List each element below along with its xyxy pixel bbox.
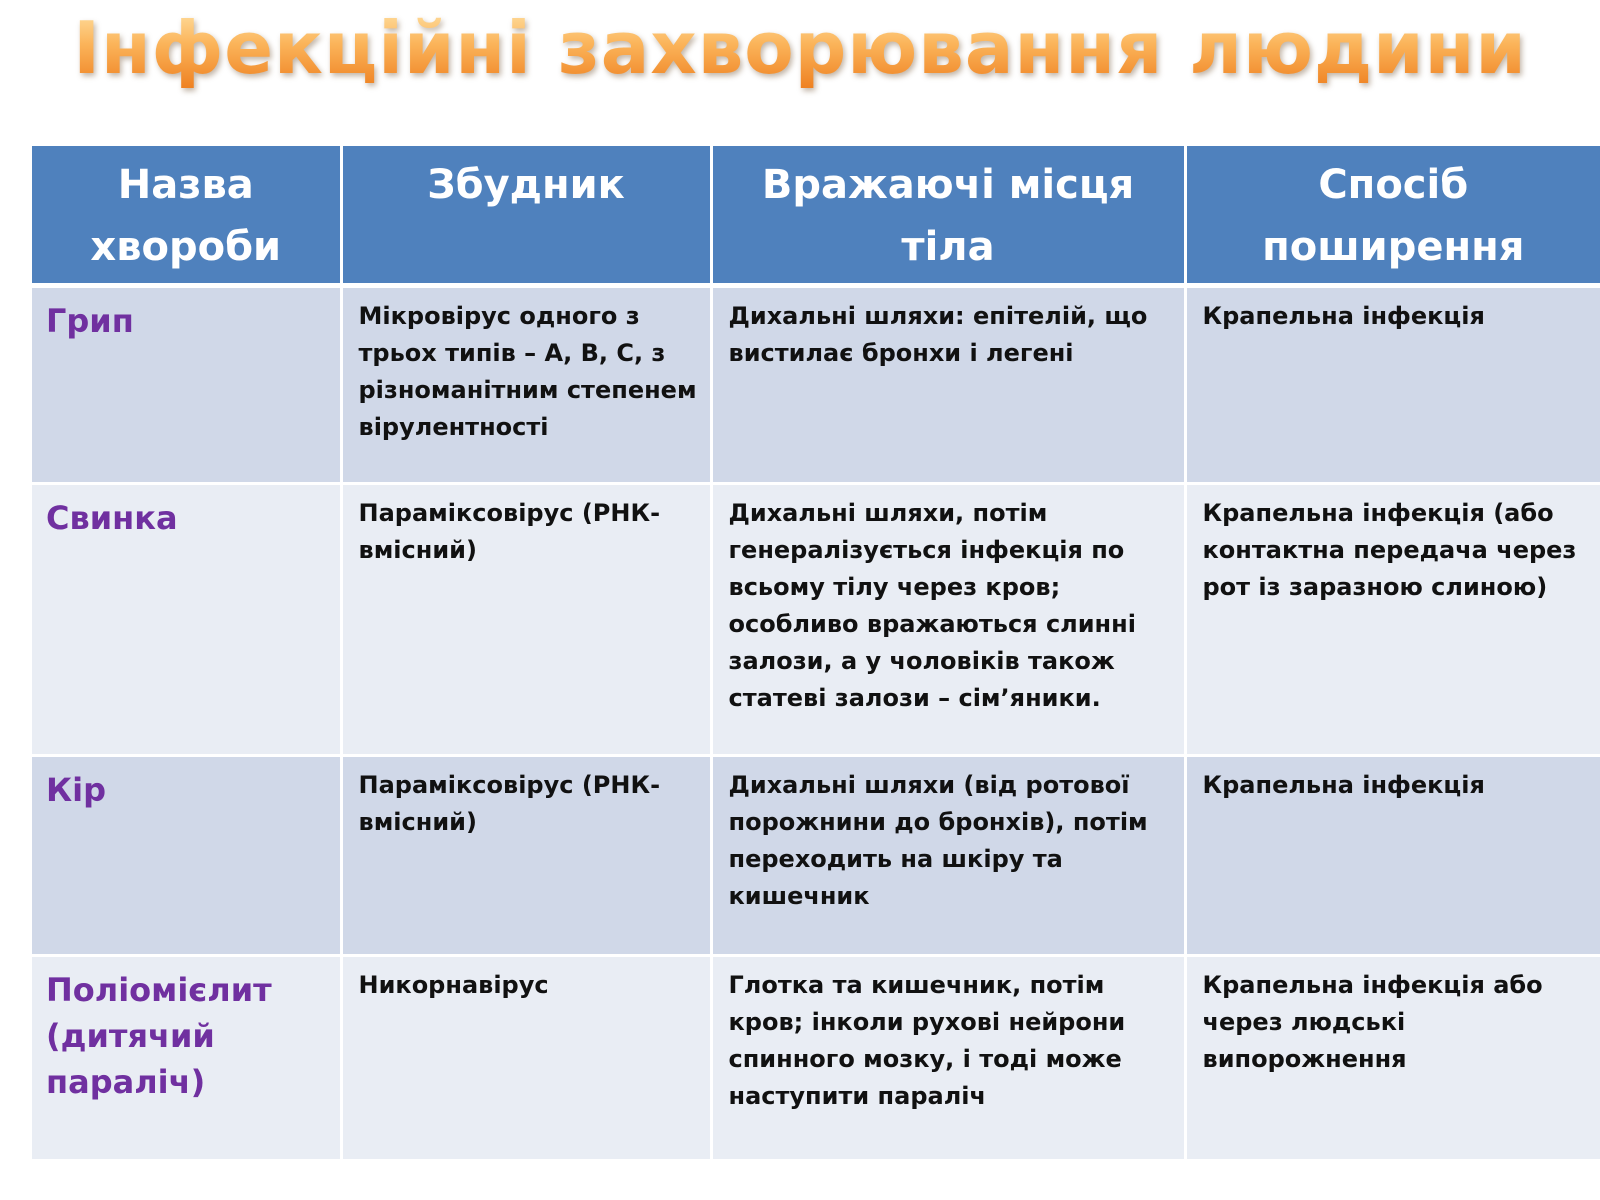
disease-name-cell: Кір bbox=[32, 755, 341, 955]
sites-cell: Дихальні шляхи, потім генералізується інфекція по всьому тілу через кров; особливо вражаються слинні залози, а у чоловіків також статеві залози – сім’яники. bbox=[711, 483, 1185, 755]
spread-cell: Крапельна інфекція bbox=[1185, 755, 1600, 955]
spread-cell: Крапельна інфекція bbox=[1185, 285, 1600, 483]
table-header-row bbox=[32, 146, 1600, 285]
header-spread-method: Спосіб поширення bbox=[1185, 146, 1600, 285]
table-row bbox=[32, 285, 1600, 483]
header-affected-sites: Вражаючі місця тіла bbox=[711, 146, 1185, 285]
table-row bbox=[32, 483, 1600, 755]
disease-name-cell: Поліомієлит (дитячий параліч) bbox=[32, 955, 341, 1160]
spread-cell: Крапельна інфекція або через людські випорожнення bbox=[1185, 955, 1600, 1160]
disease-name-cell: Грип bbox=[32, 285, 341, 483]
table-row bbox=[32, 755, 1600, 955]
sites-cell: Глотка та кишечник, потім кров; інколи рухові нейрони спинного мозку, і тоді може наступити параліч bbox=[711, 955, 1185, 1160]
sites-cell: Дихальні шляхи (від ротової порожнини до бронхів), потім переходить на шкіру та кишечник bbox=[711, 755, 1185, 955]
spread-cell: Крапельна інфекція (або контактна передача через рот із заразною слиною) bbox=[1185, 483, 1600, 755]
slide-title: Інфекційні захворювання людини bbox=[0, 6, 1600, 90]
header-disease-name: Назва хвороби bbox=[32, 146, 341, 285]
agent-cell: Параміксовірус (РНК-вмісний) bbox=[341, 483, 711, 755]
sites-cell: Дихальні шляхи: епітелій, що вистилає бронхи і легені bbox=[711, 285, 1185, 483]
agent-cell: Параміксовірус (РНК-вмісний) bbox=[341, 755, 711, 955]
table-row bbox=[32, 955, 1600, 1160]
agent-cell: Мікровірус одного з трьох типів – А, В, С, з різноманітним степенем вірулентності bbox=[341, 285, 711, 483]
agent-cell: Никорнавірус bbox=[341, 955, 711, 1160]
disease-name-cell: Свинка bbox=[32, 483, 341, 755]
header-agent: Збудник bbox=[341, 146, 711, 285]
disease-table bbox=[32, 146, 1600, 1162]
